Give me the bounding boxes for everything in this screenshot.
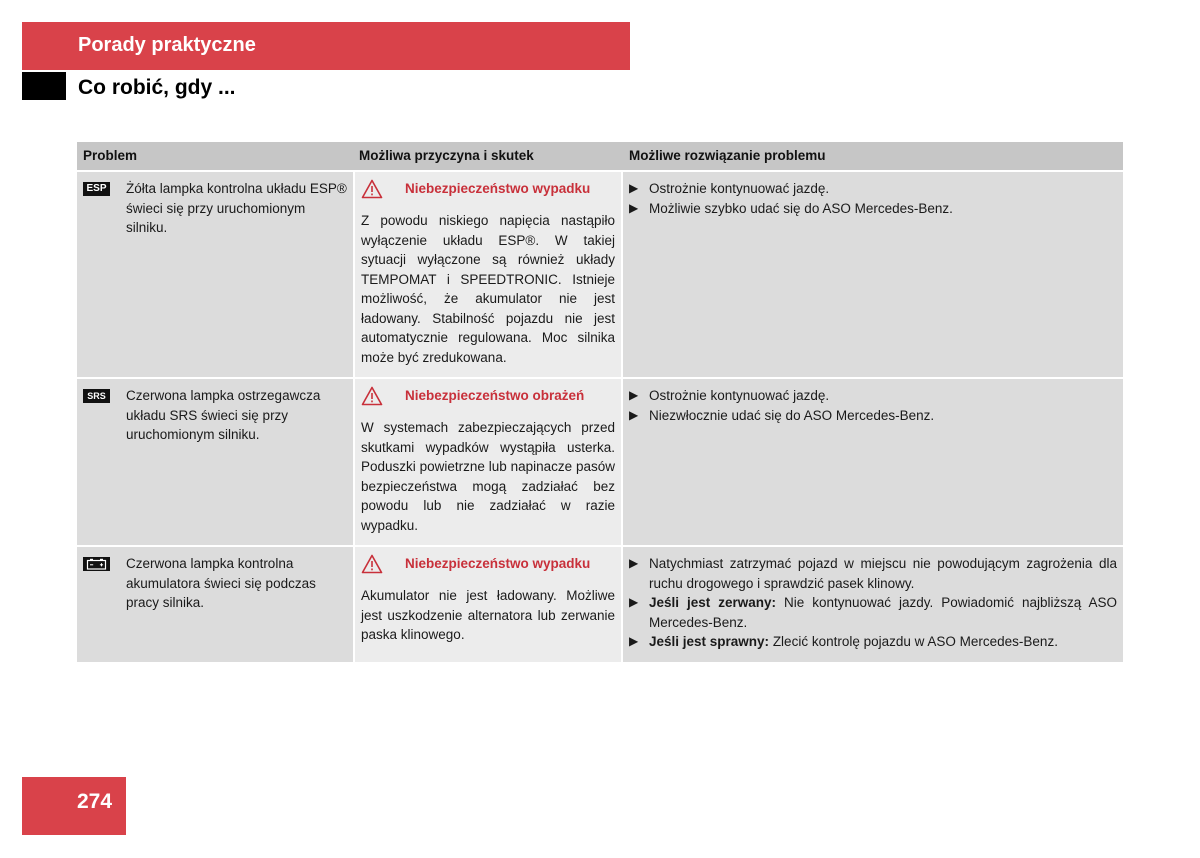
- table-row: [77, 377, 1123, 545]
- problem-text: Żółta lampka kontrolna układu ESP® świeci się przy uruchomionym silniku.: [126, 181, 347, 235]
- warning-triangle-icon: [361, 554, 383, 574]
- warning-label: Niebezpieczeństwo obrażeń: [405, 388, 585, 404]
- esp-lamp-icon: ESP: [83, 182, 110, 196]
- problem-cell: [77, 377, 353, 545]
- section-title: Porady praktyczne: [78, 34, 256, 56]
- cause-cell: [353, 170, 623, 377]
- problem-text: Czerwona lampka ostrzegawcza układu SRS świeci się przy uruchomionym silniku.: [126, 388, 321, 442]
- srs-lamp-icon: SRS: [83, 389, 110, 403]
- table-row: [77, 545, 1123, 662]
- page-number: 274: [77, 790, 113, 813]
- header-cause: Możliwa przyczyna i skutek: [353, 142, 623, 170]
- subsection-title: Co robić, gdy ...: [78, 76, 236, 99]
- arrow-right-icon: ▶: [629, 181, 639, 195]
- cause-cell: [353, 545, 623, 662]
- cause-text: Z powodu niskiego napięcia nastąpiło wyłączenie układu ESP®. W takiej sytuacji wyłączone są również układy TEMPOMAT i SPEEDTRONIC. Istnieje możliwość, że akumulator nie jest ładowany. Stabilność pojazdu nie jest automatycznie regulowana. Moc silnika może być zredukowana.: [361, 213, 615, 365]
- warning-label: Niebezpieczeństwo wypadku: [405, 181, 591, 197]
- solution-item: ▶ Natychmiast zatrzymać pojazd w miejscu nie powodującym zagrożenia dla ruchu drogowego i sprawdzić pasek klinowy.: [629, 554, 1117, 593]
- solution-item: ▶ Ostrożnie kontynuować jazdę.: [629, 386, 1117, 406]
- arrow-right-icon: ▶: [629, 407, 639, 422]
- warning-triangle-icon: [361, 386, 383, 406]
- troubleshooting-table: [77, 142, 1123, 662]
- arrow-right-icon: ▶: [629, 388, 639, 402]
- header-problem: Problem: [77, 142, 353, 170]
- table-row: [77, 170, 1123, 377]
- table-header-row: [77, 142, 1123, 170]
- subsection-marker: [22, 72, 66, 100]
- cause-text: Akumulator nie jest ładowany. Możliwe jest uszkodzenie alternatora lub zerwanie paska klinowego.: [361, 588, 615, 642]
- arrow-right-icon: ▶: [629, 556, 639, 570]
- solution-item: ▶ Możliwie szybko udać się do ASO Mercedes-Benz.: [629, 199, 1117, 219]
- solution-item: ▶ Niezwłocznie udać się do ASO Mercedes-Benz.: [629, 406, 1117, 426]
- problem-text: Czerwona lampka kontrolna akumulatora świeci się podczas pracy silnika.: [126, 556, 316, 610]
- arrow-right-icon: ▶: [629, 200, 639, 215]
- battery-icon: [83, 557, 110, 571]
- problem-cell: [77, 545, 353, 662]
- arrow-right-icon: ▶: [629, 595, 639, 609]
- solution-item: ▶ Jeśli jest sprawny: Zlecić kontrolę pojazdu w ASO Mercedes-Benz.: [629, 632, 1117, 652]
- solution-item: ▶ Jeśli jest zerwany: Nie kontynuować jazdy. Powiadomić najbliższą ASO Mercedes-Benz.: [629, 593, 1117, 632]
- solution-cell: [623, 170, 1123, 377]
- arrow-right-icon: ▶: [629, 634, 639, 648]
- header-solution: Możliwe rozwiązanie problemu: [623, 142, 1123, 170]
- cause-cell: [353, 377, 623, 545]
- solution-item: ▶ Ostrożnie kontynuować jazdę.: [629, 179, 1117, 199]
- solution-cell: [623, 377, 1123, 545]
- solution-cell: [623, 545, 1123, 662]
- problem-cell: [77, 170, 353, 377]
- cause-text: W systemach zabezpieczających przed skutkami wypadków wystąpiła usterka. Poduszki powietrzne lub napinacze pasów bezpieczeństwa mogą zadziałać bez powodu lub nie zadziałać w razie wypadku.: [361, 420, 615, 533]
- warning-label: Niebezpieczeństwo wypadku: [405, 556, 591, 572]
- warning-triangle-icon: [361, 179, 383, 199]
